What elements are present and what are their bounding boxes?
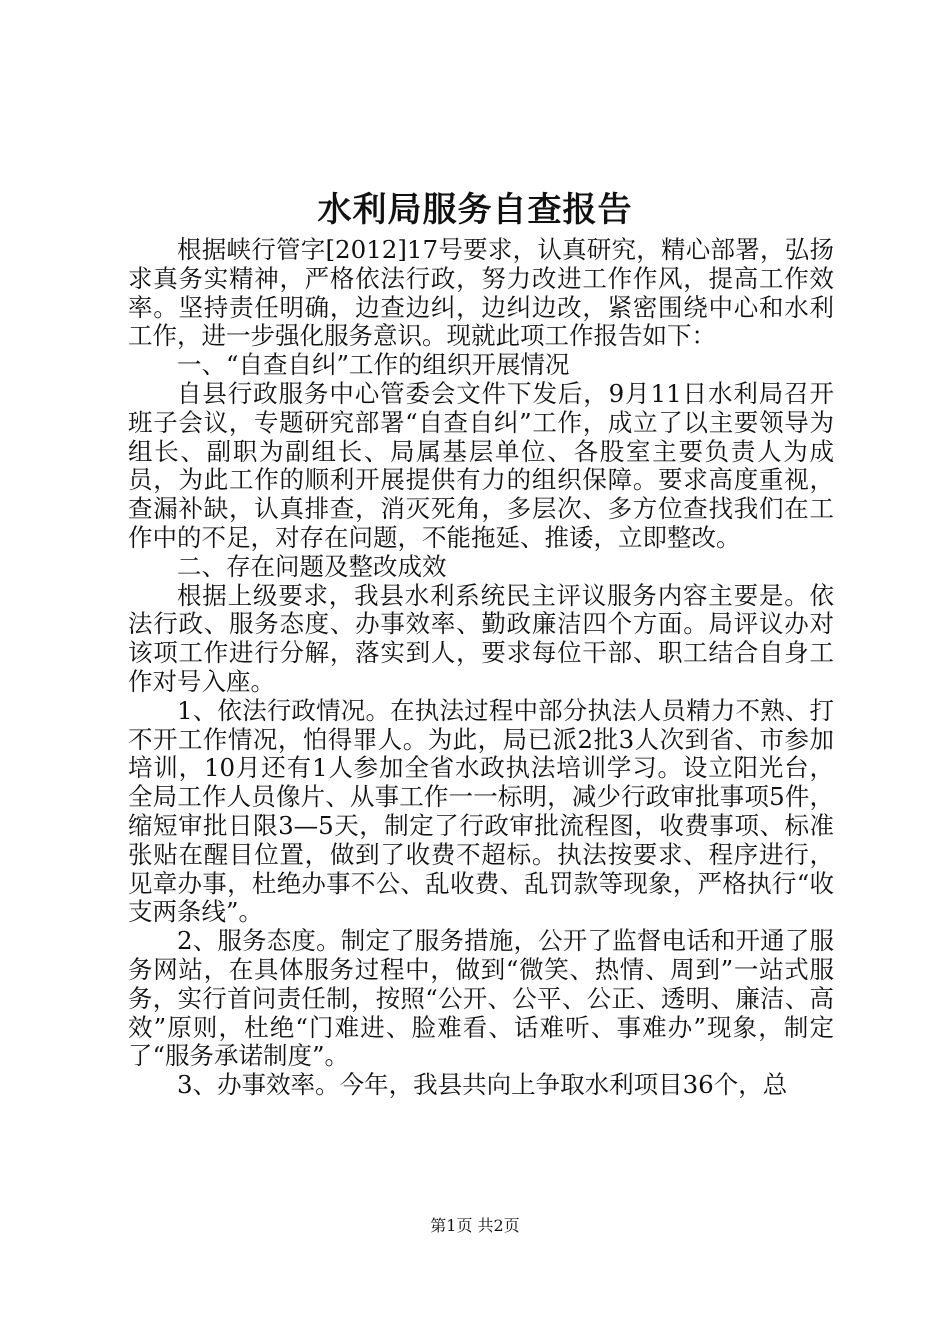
item-1-paragraph: 1、依法行政情况。在执法过程中部分执法人员精力不熟、打不开工作情况，怕得罪人。为此，局已派2批3人次到省、市参加培训，10月还有1人参加全省水政执法培训学习。设立阳光台，全局工作人员像片、从事工作一一标明，减少行政审批事项5件，缩短审批日限3—5天，制定了行政审批流程图，收费事项、标准张贴在醒目位置，做到了收费不超标。执法按要求、程序进行，见章办事，杜绝办事不公、乱收费、乱罚款等现象，严格执行“收支两条线”。 <box>128 695 834 927</box>
item-3-paragraph: 3、办事效率。今年，我县共向上争取水利项目36个，总 <box>177 1070 788 1100</box>
section-2-paragraph: 根据上级要求，我县水利系统民主评议服务内容主要是。依法行政、服务态度、办事效率、勤政廉洁四个方面。局评议办对该项工作进行分解，落实到人，要求每位干部、职工结合自身工作对号入座。 <box>128 580 834 696</box>
section-heading-2: 二、存在问题及整改成效 <box>177 551 447 581</box>
section-heading-1: 一、“自查自纠”工作的组织开展情况 <box>177 350 570 380</box>
document-title: 水利局服务自查报告 <box>317 190 633 230</box>
section-1-paragraph: 自县行政服务中心管委会文件下发后，9月11日水利局召开班子会议，专题研究部署“自查自纠”工作，成立了以主要领导为组长、副职为副组长、局属基层单位、各股室主要负责人为成员，为此工作的顺利开展提供有力的组织保障。要求高度重视，查漏补缺，认真排查，消灭死角，多层次、多方位查找我们在工作中的不足，对存在问题，不能拖延、推诿，立即整改。 <box>128 378 834 552</box>
item-2-paragraph: 2、服务态度。制定了服务措施，公开了监督电话和开通了服务网站，在具体服务过程中，做到“微笑、热情、周到”一站式服务，实行首问责任制，按照“公开、公平、公正、透明、廉洁、高效”原则，杜绝“门难进、脸难看、话难听、事难办”现象，制定了“服务承诺制度”。 <box>128 926 834 1071</box>
page-footer: 第1页 共2页 <box>430 1216 520 1235</box>
intro-paragraph: 根据峡行管字[2012]17号要求，认真研究，精心部署，弘扬求真务实精神，严格依法行政，努力改进工作作风，提高工作效率。坚持责任明确，边查边纠，边纠边改，紧密围绕中心和水利工作，进一步强化服务意识。现就此项工作报告如下： <box>128 235 834 351</box>
document-body <box>128 236 834 1100</box>
